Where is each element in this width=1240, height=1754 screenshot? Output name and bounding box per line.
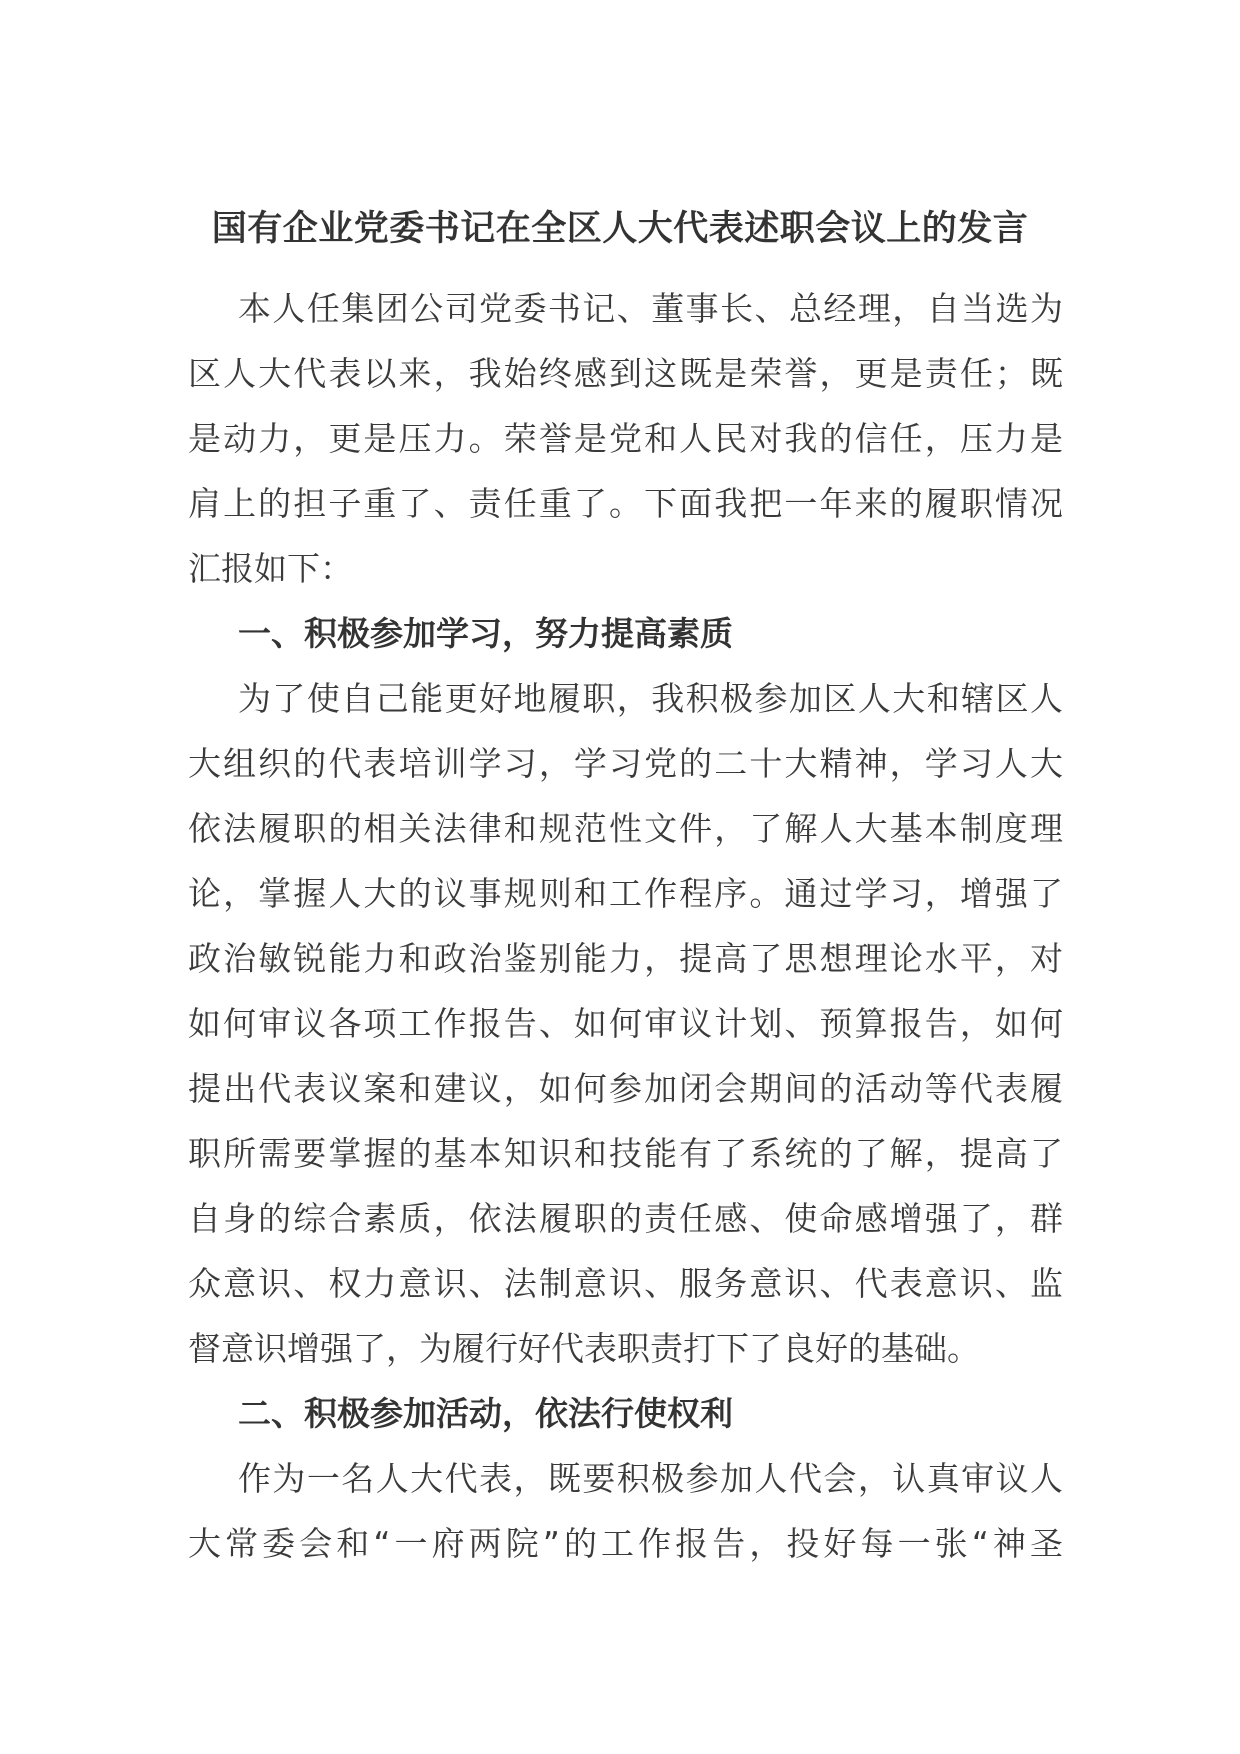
- text-line: 如何审议各项工作报告、如何审议计划、预算报告，如何: [188, 1004, 1063, 1043]
- document-body: [188, 276, 1063, 1576]
- paragraph-intro: [188, 276, 1063, 601]
- section-heading-2: 二、积极参加活动，依法行使权利: [238, 1394, 733, 1433]
- text-line: 是动力，更是压力。荣誉是党和人民对我的信任，压力是: [188, 419, 1063, 458]
- text-line: 依法履职的相关法律和规范性文件，了解人大基本制度理: [188, 809, 1063, 848]
- text-line: 政治敏锐能力和政治鉴别能力，提高了思想理论水平，对: [188, 939, 1063, 978]
- section-heading-1: 一、积极参加学习，努力提高素质: [238, 614, 733, 653]
- paragraph-study: [188, 666, 1063, 1381]
- text-line: 众意识、权力意识、法制意识、服务意识、代表意识、监: [188, 1264, 1063, 1303]
- text-line: 汇报如下：: [188, 549, 353, 588]
- text-line: 职所需要掌握的基本知识和技能有了系统的了解，提高了: [188, 1134, 1063, 1173]
- text-line: 区人大代表以来，我始终感到这既是荣誉，更是责任；既: [188, 354, 1063, 393]
- text-line: 大常委会和“一府两院”的工作报告，投好每一张“神圣: [188, 1524, 1063, 1563]
- text-line: 作为一名人大代表，既要积极参加人代会，认真审议人: [238, 1459, 1063, 1498]
- text-line: 论，掌握人大的议事规则和工作程序。通过学习，增强了: [188, 874, 1063, 913]
- text-line: 肩上的担子重了、责任重了。下面我把一年来的履职情况: [188, 484, 1063, 523]
- paragraph-activities: [188, 1446, 1063, 1576]
- text-line: 提出代表议案和建议，如何参加闭会期间的活动等代表履: [188, 1069, 1063, 1108]
- text-line: 为了使自己能更好地履职，我积极参加区人大和辖区人: [238, 679, 1063, 718]
- text-line: 督意识增强了，为履行好代表职责打下了良好的基础。: [188, 1329, 980, 1368]
- text-line: 大组织的代表培训学习，学习党的二十大精神，学习人大: [188, 744, 1063, 783]
- document-title: 国有企业党委书记在全区人大代表述职会议上的发言: [211, 209, 1029, 249]
- text-line: 本人任集团公司党委书记、董事长、总经理，自当选为: [238, 289, 1063, 328]
- text-line: 自身的综合素质，依法履职的责任感、使命感增强了，群: [188, 1199, 1063, 1238]
